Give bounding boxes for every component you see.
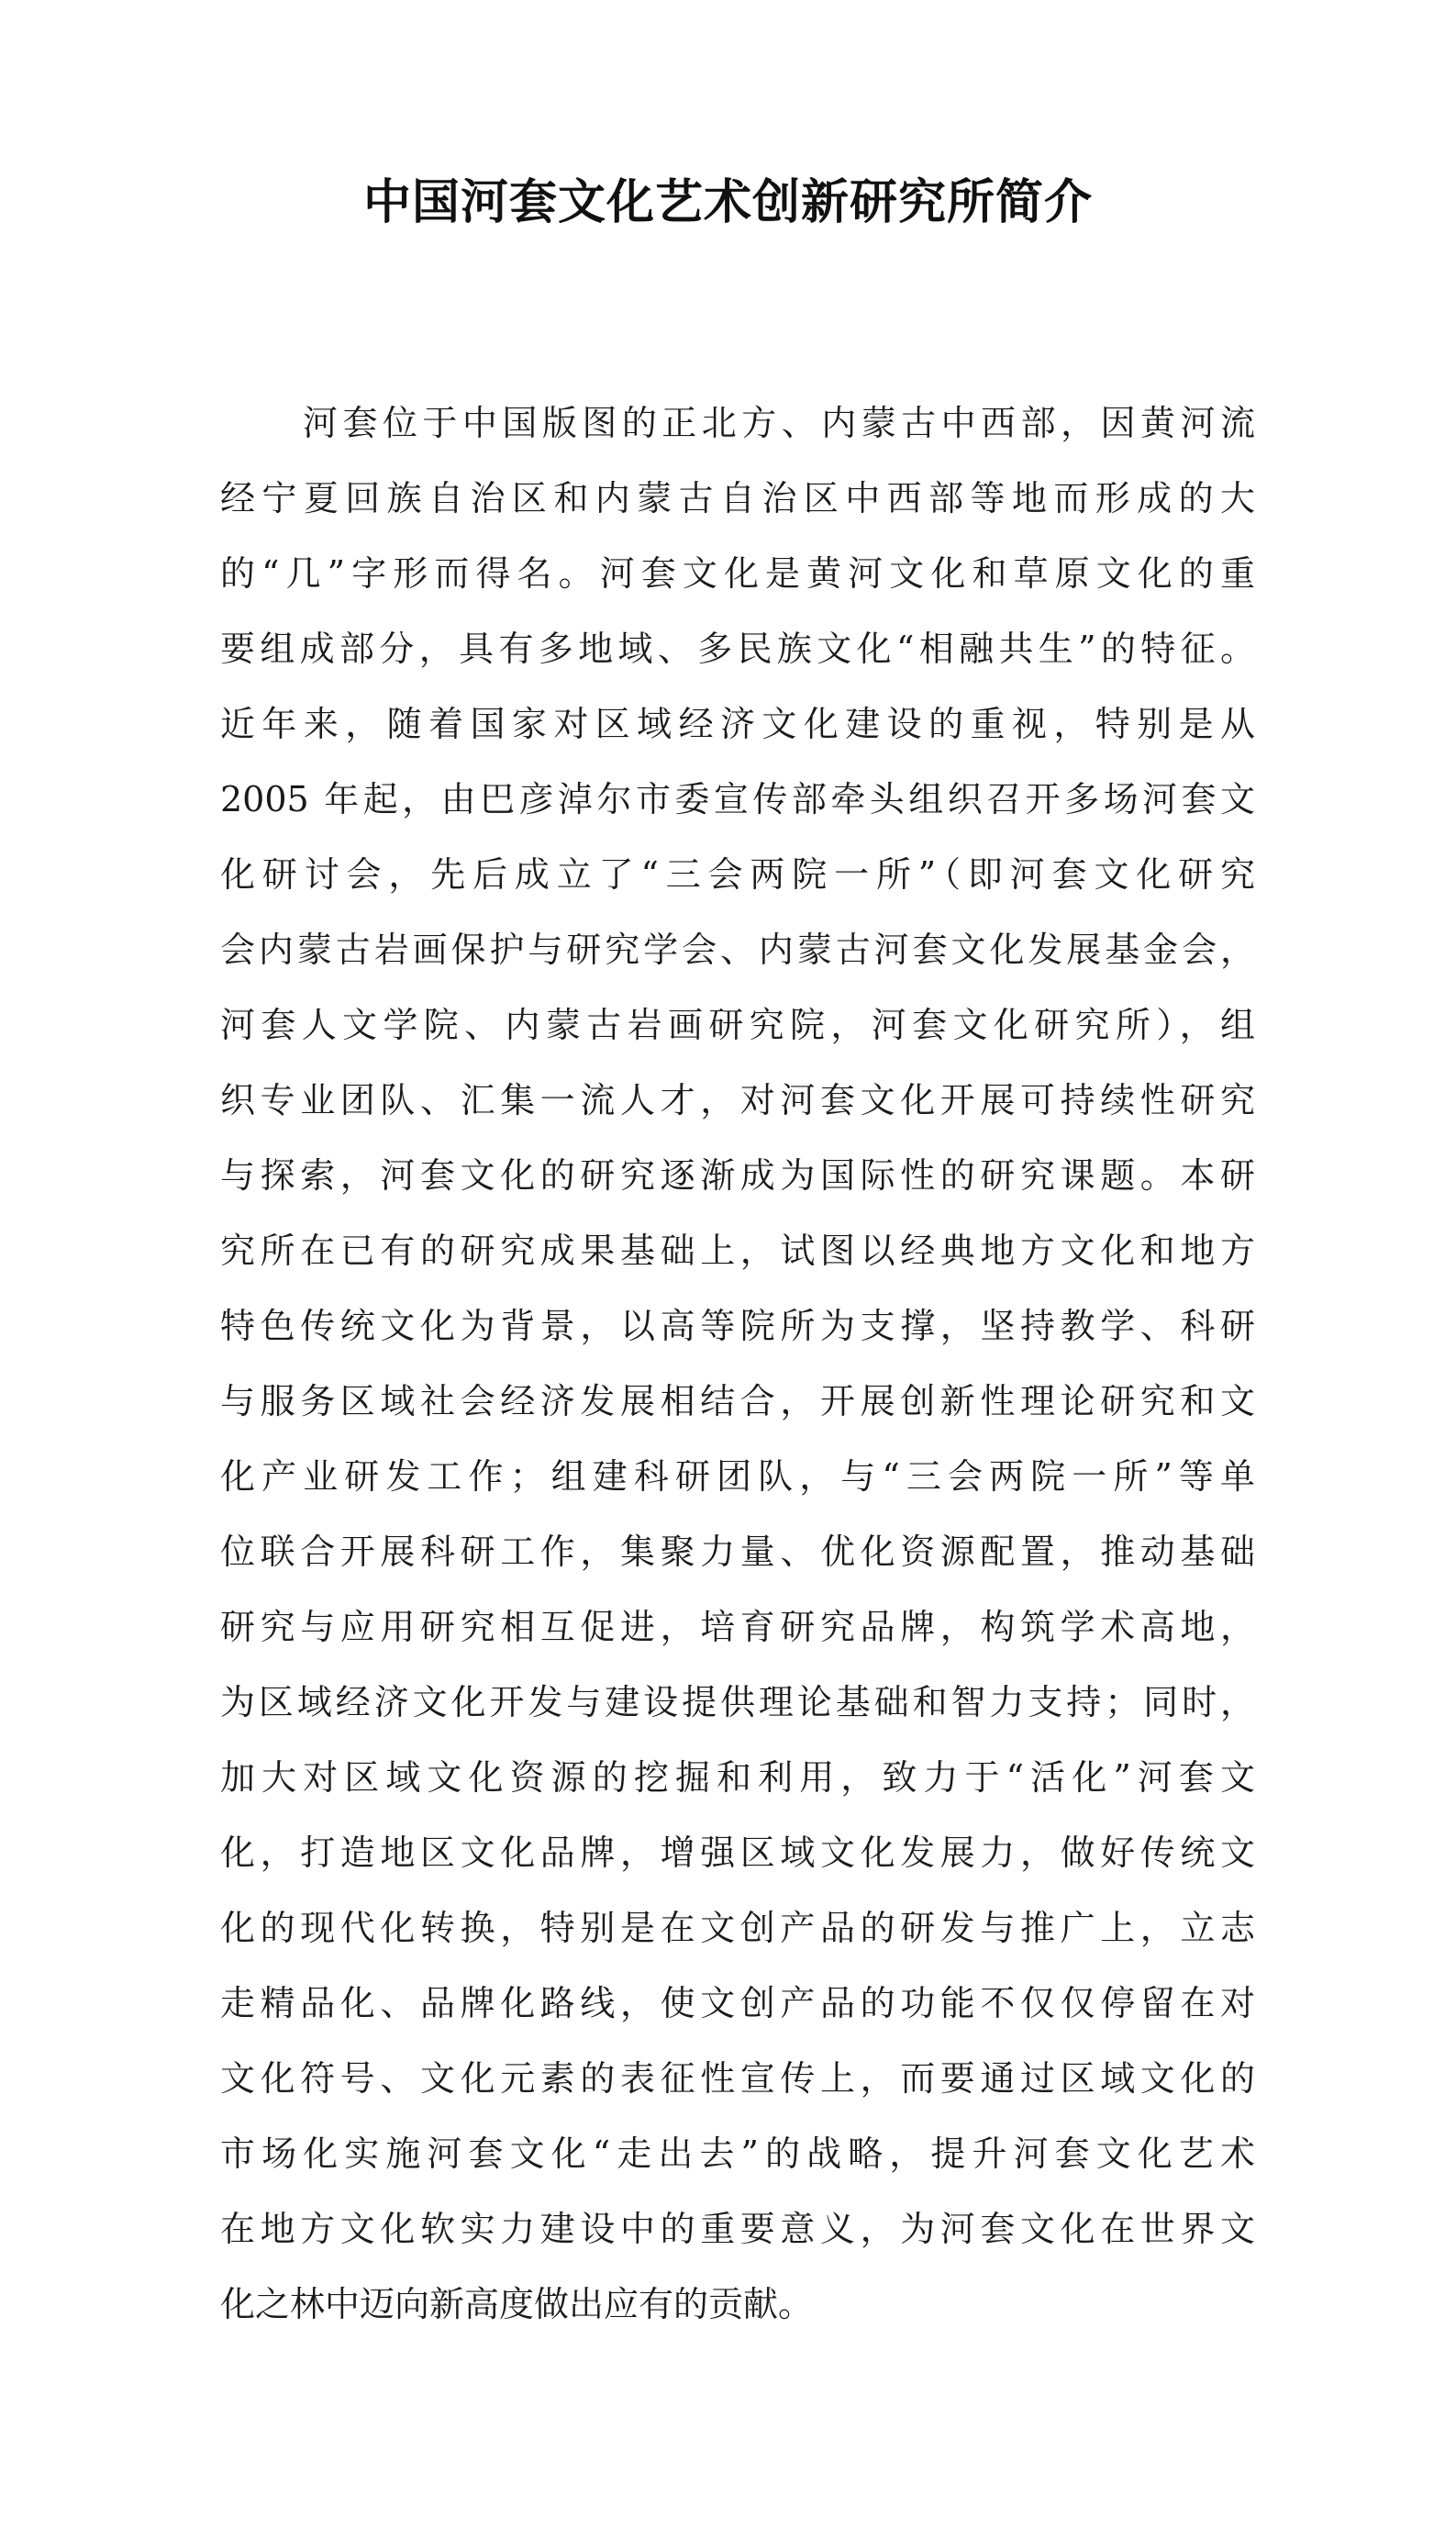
body-line: 文化符号、文化元素的表征性宣传上，而要通过区域文化的: [220, 2058, 1255, 2099]
body-line: 河套位于中国版图的正北方、内蒙古中西部，因黄河流: [303, 403, 1255, 443]
body-line: 织专业团队、汇集一流人才，对河套文化开展可持续性研究: [220, 1080, 1255, 1120]
body-line: 在地方文化软实力建设中的重要意义，为河套文化在世界文: [220, 2209, 1255, 2249]
body-line: 究所在已有的研究成果基础上，试图以经典地方文化和地方: [220, 1231, 1255, 1271]
body-line: 与服务区域社会经济发展相结合，开展创新性理论研究和文: [220, 1381, 1255, 1421]
body-line: 河套人文学院、内蒙古岩画研究院，河套文化研究所），组: [220, 1005, 1255, 1045]
body-line: 经宁夏回族自治区和内蒙古自治区中西部等地而形成的大: [220, 478, 1255, 518]
body-line: 2005 年起，由巴彦淖尔市委宣传部牵头组织召开多场河套文: [220, 779, 1255, 819]
body-line: 化，打造地区文化品牌，增强区域文化发展力，做好传统文: [220, 1833, 1255, 1873]
body-line: 要组成部分，具有多地域、多民族文化“相融共生”的特征。: [220, 629, 1255, 669]
body-line: 会内蒙古岩画保护与研究学会、内蒙古河套文化发展基金会，: [220, 930, 1255, 970]
body-line: 位联合开展科研工作，集聚力量、优化资源配置，推动基础: [220, 1532, 1255, 1572]
body-line: 化的现代化转换，特别是在文创产品的研发与推广上，立志: [220, 1908, 1255, 1948]
body-line: 为区域经济文化开发与建设提供理论基础和智力支持；同时，: [220, 1682, 1255, 1722]
body-line: 研究与应用研究相互促进，培育研究品牌，构筑学术高地，: [220, 1607, 1255, 1647]
body-line: 近年来，随着国家对区域经济文化建设的重视，特别是从: [220, 704, 1255, 744]
body-line: 的“几”字形而得名。河套文化是黄河文化和草原文化的重: [220, 553, 1255, 594]
body-line: 市场化实施河套文化“走出去”的战略，提升河套文化艺术: [220, 2133, 1255, 2174]
document-title: 中国河套文化艺术创新研究所简介: [362, 174, 1093, 230]
body-line: 特色传统文化为背景，以高等院所为支撑，坚持教学、科研: [220, 1306, 1255, 1346]
body-line: 与探索，河套文化的研究逐渐成为国际性的研究课题。本研: [220, 1155, 1255, 1196]
body-line: 化之林中迈向新高度做出应有的贡献。: [220, 2284, 814, 2324]
body-line: 化产业研发工作；组建科研团队，与“三会两院一所”等单: [220, 1456, 1255, 1497]
document-body: [220, 385, 1255, 2342]
body-line: 走精品化、品牌化路线，使文创产品的功能不仅仅停留在对: [220, 1983, 1255, 2023]
body-line: 化研讨会，先后成立了“三会两院一所”（即河套文化研究: [220, 854, 1255, 895]
body-line: 加大对区域文化资源的挖掘和利用，致力于“活化”河套文: [220, 1757, 1255, 1798]
